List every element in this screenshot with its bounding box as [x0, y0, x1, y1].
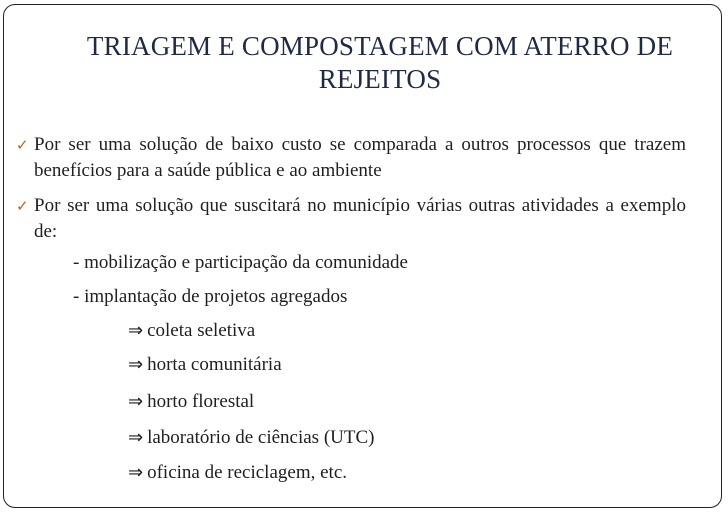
bullet-item — [16, 193, 686, 245]
arrow-list-item — [128, 318, 255, 344]
double-arrow-icon: ⇒ — [128, 354, 144, 375]
double-arrow-icon: ⇒ — [128, 427, 144, 448]
arrow-item-text: horto florestal — [147, 391, 255, 412]
checkmark-icon: ✓ — [16, 136, 29, 154]
arrow-item-text: horta comunitária — [147, 354, 282, 375]
arrow-list-item — [128, 460, 347, 486]
arrow-item-text: laboratório de ciências (UTC) — [147, 427, 375, 448]
bullet-text: Por ser uma solução de baixo custo se comparada a outros processos que trazem benefícios para a saúde pública e ao ambiente — [34, 134, 686, 181]
arrow-list-item — [128, 352, 282, 378]
double-arrow-icon: ⇒ — [128, 391, 144, 412]
double-arrow-icon: ⇒ — [128, 462, 144, 483]
arrow-list-item — [128, 425, 374, 451]
bullet-item — [16, 132, 686, 184]
arrow-list-item — [128, 389, 254, 415]
double-arrow-icon: ⇒ — [128, 320, 144, 341]
arrow-item-text: coleta seletiva — [147, 320, 256, 341]
arrow-item-text: oficina de reciclagem, etc. — [147, 462, 348, 483]
checkmark-icon: ✓ — [16, 197, 29, 215]
slide-title: TRIAGEM E COMPOSTAGEM COM ATERRO DE REJEITOS — [86, 31, 674, 94]
sub-item: - implantação de projetos agregados — [73, 286, 348, 307]
bullet-text: Por ser uma solução que suscitará no município várias outras atividades a exemplo de: — [34, 195, 686, 242]
sub-item: - mobilização e participação da comunidade — [73, 252, 408, 273]
